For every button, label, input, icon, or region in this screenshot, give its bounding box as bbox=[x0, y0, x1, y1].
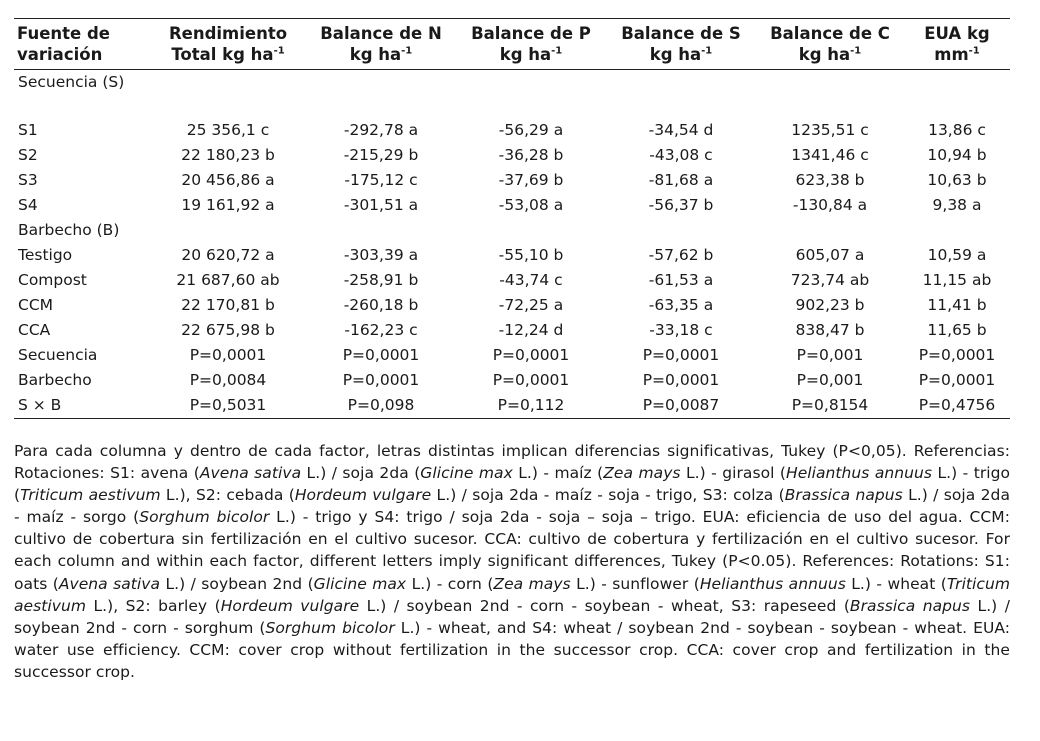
cell-source: S2 bbox=[18, 146, 38, 164]
cell-eua: 10,63 b bbox=[927, 171, 987, 189]
cell-balance-c: 723,74 ab bbox=[790, 271, 870, 289]
cell-balance-p: -36,28 b bbox=[498, 146, 564, 164]
species-name: Avena sativa bbox=[199, 464, 302, 483]
footnote-text: L.) - wheat ( bbox=[845, 574, 947, 593]
table-row bbox=[14, 318, 1010, 343]
species-name: Glicine max bbox=[420, 464, 513, 483]
cell-balance-c: 1341,46 c bbox=[791, 146, 869, 164]
table-footnote bbox=[14, 440, 1010, 683]
cell-eua: 10,59 a bbox=[927, 246, 987, 264]
cell-rendimiento: P=0,5031 bbox=[150, 393, 306, 419]
cell-balance-n: -162,23 c bbox=[344, 321, 418, 339]
cell-balance-c: -130,84 a bbox=[792, 196, 868, 214]
cell-balance-n: P=0,098 bbox=[306, 393, 456, 419]
cell-balance-p: P=0,0001 bbox=[492, 346, 570, 364]
species-name: Zea mays bbox=[603, 464, 681, 483]
cell-rendimiento: 20 456,86 a bbox=[181, 171, 275, 189]
cell-eua: 11,15 ab bbox=[922, 271, 992, 289]
cell-balance-n: P=0,0001 bbox=[342, 346, 420, 364]
cell-balance-p: -43,74 c bbox=[499, 271, 563, 289]
table-row bbox=[14, 118, 1010, 143]
cell-rendimiento: P=0,0001 bbox=[189, 346, 267, 364]
cell-balance-p: -53,08 a bbox=[498, 196, 564, 214]
species-name: Glicine max bbox=[313, 574, 407, 593]
footnote-text: L.), S2: barley ( bbox=[86, 596, 221, 615]
table-row bbox=[14, 193, 1010, 218]
cell-rendimiento: 20 620,72 a bbox=[181, 246, 275, 264]
species-name: Brassica napus bbox=[849, 596, 971, 615]
table-row bbox=[14, 293, 1010, 318]
cell-rendimiento: 22 170,81 b bbox=[181, 296, 275, 314]
cell-rendimiento: 25 356,1 c bbox=[186, 121, 270, 139]
cell-source: S3 bbox=[18, 171, 38, 189]
cell-balance-c: 902,23 b bbox=[795, 296, 865, 314]
footnote-text: Para cada columna y dentro de cada factor, letras distintas implican diferencias significativas, Tukey (P<0,05). Referencias: Rotaciones: S1: avena ( bbox=[14, 442, 1010, 483]
cell-balance-n: -301,51 a bbox=[343, 196, 419, 214]
table-row bbox=[14, 268, 1010, 293]
cell-source: Compost bbox=[18, 271, 87, 289]
cell-balance-n: -303,39 a bbox=[343, 246, 419, 264]
group-label-secuencia: Secuencia (S) bbox=[18, 73, 125, 91]
cell-balance-s: -56,37 b bbox=[648, 196, 714, 214]
cell-balance-n: -260,18 b bbox=[343, 296, 419, 314]
cell-balance-s: P=0,0087 bbox=[606, 393, 756, 419]
group-row-secuencia bbox=[14, 70, 1010, 119]
cell-balance-p: P=0,112 bbox=[456, 393, 606, 419]
cell-balance-c: P=0,001 bbox=[796, 371, 864, 389]
cell-rendimiento: 19 161,92 a bbox=[181, 196, 275, 214]
cell-source: Testigo bbox=[18, 246, 73, 264]
table-row bbox=[14, 168, 1010, 193]
cell-balance-c: P=0,001 bbox=[796, 346, 864, 364]
species-name: Brassica napus bbox=[784, 486, 903, 505]
cell-balance-p: P=0,0001 bbox=[492, 371, 570, 389]
footnote-text: L.) / soybean 2nd - corn - sorghum ( bbox=[14, 596, 1010, 637]
footnote-text: L.) - sunflower ( bbox=[570, 574, 700, 593]
cell-source: S1 bbox=[18, 121, 38, 139]
cell-balance-c: 623,38 b bbox=[795, 171, 865, 189]
cell-source: Secuencia bbox=[18, 346, 98, 364]
footnote-text: L.) - corn ( bbox=[406, 574, 494, 593]
results-table bbox=[14, 18, 1010, 419]
table-row bbox=[14, 393, 1010, 419]
cell-source: S × B bbox=[14, 393, 150, 419]
cell-source: CCM bbox=[18, 296, 54, 314]
cell-balance-s: -63,35 a bbox=[648, 296, 714, 314]
header-balance-n: Balance de N kg $ha^{-1}$ bbox=[306, 19, 456, 70]
cell-balance-c: 605,07 a bbox=[795, 246, 865, 264]
footnote-text: L.) - trigo ( bbox=[14, 464, 1011, 505]
cell-balance-s: P=0,0001 bbox=[642, 371, 720, 389]
footnote-text: L.) / soybean 2nd ( bbox=[160, 574, 314, 593]
species-name: Helianthus annuus bbox=[699, 574, 846, 593]
table-row bbox=[14, 368, 1010, 393]
cell-eua: 9,38 a bbox=[932, 196, 982, 214]
group-label-barbecho: Barbecho (B) bbox=[18, 221, 120, 239]
header-balance-s: Balance de S kg $ha^{-1}$ bbox=[606, 19, 756, 70]
cell-balance-s: -34,54 d bbox=[648, 121, 714, 139]
footnote-text: L.) - girasol ( bbox=[680, 464, 786, 483]
species-name: Hordeum vulgare bbox=[294, 486, 432, 505]
cell-balance-n: -292,78 a bbox=[343, 121, 419, 139]
species-name: Sorghum bicolor bbox=[265, 618, 395, 637]
table-row bbox=[14, 143, 1010, 168]
cell-balance-c: P=0,8154 bbox=[756, 393, 904, 419]
footnote-text: L.) / soybean 2nd - corn - soybean - wheat, S3: rapeseed ( bbox=[359, 596, 850, 615]
species-name: Triticum aestivum bbox=[20, 486, 161, 505]
cell-balance-s: -81,68 a bbox=[648, 171, 714, 189]
cell-eua: P=0,0001 bbox=[918, 346, 996, 364]
cell-eua: 13,86 c bbox=[928, 121, 986, 139]
cell-source: CCA bbox=[18, 321, 51, 339]
cell-balance-p: -12,24 d bbox=[498, 321, 564, 339]
table-row bbox=[14, 243, 1010, 268]
cell-balance-n: -215,29 b bbox=[343, 146, 419, 164]
cell-source: S4 bbox=[18, 196, 38, 214]
species-name: Zea mays bbox=[493, 574, 571, 593]
document-page bbox=[14, 18, 1010, 683]
species-name: Avena sativa bbox=[58, 574, 161, 593]
cell-balance-c: 1235,51 c bbox=[791, 121, 869, 139]
footnote-text: L.) - trigo y S4: trigo / soja 2da - soja – soja – trigo. EUA: eficiencia de uso del agua. CCM: cultivo de cobertura sin fertilización en el cultivo sucesor. CCA: cultivo de cobertura y fertilización en el cultivo sucesor. For each column and within each factor, different letters imply significant differences, Tukey (P<0.05). References: Rotations: S1: oats ( bbox=[14, 508, 1010, 593]
cell-eua: P=0,4756 bbox=[904, 393, 1010, 419]
cell-balance-p: -55,10 b bbox=[498, 246, 564, 264]
footnote-text: L.) / soja 2da - maíz - soja - trigo, S3: colza ( bbox=[431, 486, 785, 505]
cell-balance-n: P=0,0001 bbox=[342, 371, 420, 389]
header-fuente: Fuente de variación bbox=[14, 19, 150, 70]
cell-balance-p: -56,29 a bbox=[498, 121, 564, 139]
footnote-text: L.), S2: cebada ( bbox=[160, 486, 295, 505]
cell-rendimiento: P=0,0084 bbox=[189, 371, 267, 389]
species-name: Helianthus annuus bbox=[785, 464, 933, 483]
cell-balance-s: -43,08 c bbox=[649, 146, 713, 164]
header-rendimiento: Rendimiento Total kg $ha^{-1}$ bbox=[150, 19, 306, 70]
species-name: Hordeum vulgare bbox=[220, 596, 360, 615]
header-balance-p: Balance de P kg $ha^{-1}$ bbox=[456, 19, 606, 70]
cell-source: Barbecho bbox=[18, 371, 92, 389]
species-name: Sorghum bicolor bbox=[139, 508, 270, 527]
cell-rendimiento: 22 180,23 b bbox=[181, 146, 275, 164]
footnote-text: L.) / soja 2da - maíz - sorgo ( bbox=[14, 486, 1010, 527]
cell-eua: 11,65 b bbox=[927, 321, 987, 339]
footnote-text: L.) - wheat, and S4: wheat / soybean 2nd - soybean - soybean - wheat. EUA: water use efficiency. CCM: cover crop without fertilization in the successor crop. CCA: cover crop and fertilization in the successor crop. bbox=[14, 618, 1010, 681]
cell-balance-n: -258,91 b bbox=[343, 271, 419, 289]
cell-balance-s: -57,62 b bbox=[648, 246, 714, 264]
cell-eua: 11,41 b bbox=[927, 296, 987, 314]
cell-balance-p: -72,25 a bbox=[498, 296, 564, 314]
footnote-text: L.) - maíz ( bbox=[512, 464, 604, 483]
header-balance-c: Balance de C kg $ha^{-1}$ bbox=[756, 19, 904, 70]
cell-balance-s: -33,18 c bbox=[649, 321, 713, 339]
cell-balance-p: -37,69 b bbox=[498, 171, 564, 189]
table-header-row bbox=[14, 19, 1010, 70]
group-row-barbecho bbox=[14, 218, 1010, 243]
cell-balance-s: P=0,0001 bbox=[642, 346, 720, 364]
cell-rendimiento: 21 687,60 ab bbox=[176, 271, 280, 289]
header-eua: EUA kg $mm^{-1}$ bbox=[904, 19, 1010, 70]
cell-balance-n: -175,12 c bbox=[344, 171, 418, 189]
cell-balance-c: 838,47 b bbox=[795, 321, 865, 339]
cell-eua: 10,94 b bbox=[927, 146, 987, 164]
species-name: Triticum aestivum bbox=[14, 574, 1010, 615]
cell-eua: P=0,0001 bbox=[918, 371, 996, 389]
cell-rendimiento: 22 675,98 b bbox=[181, 321, 275, 339]
footnote-text: L.) / soja 2da ( bbox=[301, 464, 421, 483]
cell-balance-s: -61,53 a bbox=[648, 271, 714, 289]
table-row bbox=[14, 343, 1010, 368]
